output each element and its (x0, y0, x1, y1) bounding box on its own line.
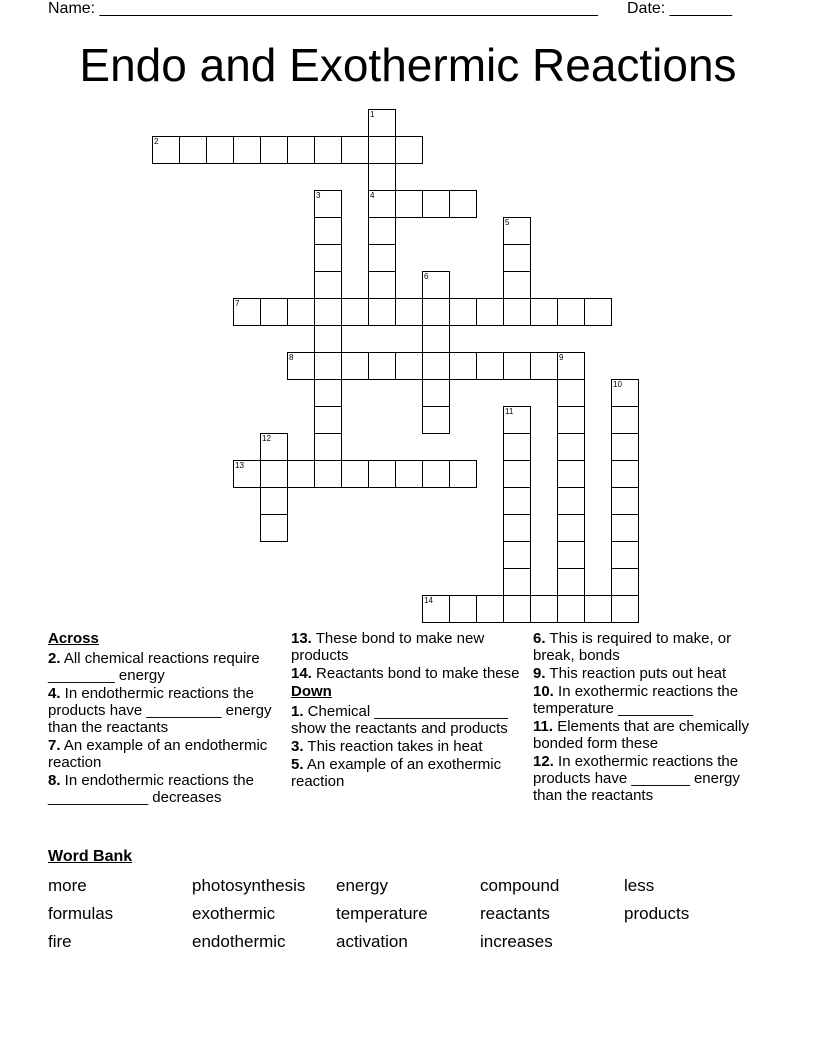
clue-down-6: 6. This is required to make, or break, bonds (533, 630, 732, 664)
crossword-cell[interactable] (260, 136, 288, 164)
word-bank-item: temperature (336, 904, 428, 923)
date-field[interactable]: Date: _______ (627, 0, 732, 17)
crossword-cell[interactable] (503, 352, 531, 380)
clue-number: 13 (235, 461, 244, 470)
crossword-cell[interactable] (314, 271, 342, 299)
crossword-cell[interactable] (530, 595, 558, 623)
clue-number: 5 (505, 218, 510, 227)
crossword-cell[interactable] (422, 379, 450, 407)
crossword-cell[interactable] (395, 460, 423, 488)
crossword-cell[interactable] (611, 379, 639, 407)
crossword-cell[interactable] (611, 514, 639, 542)
crossword-cell[interactable] (395, 190, 423, 218)
crossword-cell[interactable] (476, 352, 504, 380)
crossword-cell[interactable] (260, 514, 288, 542)
word-bank-item: exothermic (192, 904, 276, 923)
clue-across-8: 8. In endothermic reactions the ____________ decreases (48, 772, 254, 806)
crossword-cell[interactable] (557, 352, 585, 380)
crossword-cell[interactable] (314, 136, 342, 164)
crossword-cell[interactable] (557, 460, 585, 488)
crossword-cell[interactable] (233, 298, 261, 326)
word-bank-item: activation (336, 932, 408, 951)
crossword-cell[interactable] (287, 460, 315, 488)
crossword-cell[interactable] (503, 541, 531, 569)
crossword-cell[interactable] (476, 298, 504, 326)
crossword-cell[interactable] (611, 568, 639, 596)
crossword-cell[interactable] (530, 298, 558, 326)
clue-down-10: 10. In exothermic reactions the temperature _________ (533, 683, 739, 717)
crossword-cell[interactable] (503, 298, 531, 326)
crossword-cell[interactable] (368, 271, 396, 299)
crossword-cell[interactable] (503, 487, 531, 515)
clue-down-9: 9. This reaction puts out heat (533, 665, 727, 682)
crossword-cell[interactable] (530, 352, 558, 380)
crossword-cell[interactable] (557, 487, 585, 515)
word-bank-item: more (48, 876, 87, 895)
crossword-cell[interactable] (611, 595, 639, 623)
crossword-cell[interactable] (206, 136, 234, 164)
clue-number: 8 (289, 353, 294, 362)
crossword-cell[interactable] (368, 190, 396, 218)
crossword-cell[interactable] (422, 325, 450, 353)
crossword-cell[interactable] (503, 433, 531, 461)
crossword-cell[interactable] (503, 406, 531, 434)
crossword-cell[interactable] (503, 271, 531, 299)
crossword-cell[interactable] (557, 379, 585, 407)
crossword-cell[interactable] (341, 352, 369, 380)
down-heading: Down (291, 683, 332, 700)
clue-number: 3 (316, 191, 321, 200)
crossword-cell[interactable] (368, 109, 396, 137)
crossword-cell[interactable] (557, 595, 585, 623)
crossword-cell[interactable] (422, 271, 450, 299)
crossword-cell[interactable] (368, 163, 396, 191)
clue-number: 12 (262, 434, 271, 443)
crossword-cell[interactable] (314, 325, 342, 353)
crossword-cell[interactable] (368, 460, 396, 488)
crossword-cell[interactable] (503, 568, 531, 596)
crossword-cell[interactable] (368, 244, 396, 272)
word-bank-item: energy (336, 876, 388, 895)
crossword-cell[interactable] (557, 406, 585, 434)
clue-down-3: 3. This reaction takes in heat (291, 738, 483, 755)
crossword-cell[interactable] (503, 460, 531, 488)
clue-number: 4 (370, 191, 375, 200)
clue-across-4: 4. In endothermic reactions the products have _________ energy than the reactants (48, 685, 272, 736)
crossword-cell[interactable] (557, 514, 585, 542)
clues-column-3 (533, 630, 765, 805)
crossword-cell[interactable] (368, 298, 396, 326)
clue-number: 1 (370, 110, 375, 119)
crossword-cell[interactable] (611, 487, 639, 515)
clue-down-11: 11. Elements that are chemically bonded form these (533, 718, 749, 752)
crossword-cell[interactable] (287, 352, 315, 380)
word-bank-item: compound (480, 876, 560, 895)
clue-number: 2 (154, 137, 159, 146)
crossword-cell[interactable] (368, 352, 396, 380)
crossword-cell[interactable] (341, 460, 369, 488)
clue-number: 10 (613, 380, 622, 389)
crossword-cell[interactable] (314, 379, 342, 407)
crossword-cell[interactable] (314, 352, 342, 380)
crossword-cell[interactable] (233, 136, 261, 164)
crossword-cell[interactable] (557, 541, 585, 569)
clue-number: 6 (424, 272, 429, 281)
crossword-cell[interactable] (422, 595, 450, 623)
crossword-cell[interactable] (314, 244, 342, 272)
crossword-cell[interactable] (260, 298, 288, 326)
crossword-cell[interactable] (422, 298, 450, 326)
crossword-cell[interactable] (611, 541, 639, 569)
clue-number: 14 (424, 596, 433, 605)
crossword-cell[interactable] (260, 460, 288, 488)
crossword-cell[interactable] (287, 136, 315, 164)
clues-column-1 (48, 630, 278, 807)
word-bank-item: fire (48, 932, 72, 951)
crossword-cell[interactable] (557, 433, 585, 461)
crossword-cell[interactable] (557, 298, 585, 326)
crossword-cell[interactable] (314, 433, 342, 461)
crossword-cell[interactable] (395, 352, 423, 380)
crossword-cell[interactable] (422, 190, 450, 218)
crossword-cell[interactable] (368, 217, 396, 245)
crossword-cell[interactable] (341, 298, 369, 326)
word-bank-item: reactants (480, 904, 550, 923)
crossword-cell[interactable] (152, 136, 180, 164)
crossword-cell[interactable] (314, 298, 342, 326)
crossword-cell[interactable] (395, 298, 423, 326)
crossword-cell[interactable] (260, 433, 288, 461)
clue-down-12: 12. In exothermic reactions the products have _______ energy than the reactants (533, 753, 740, 804)
crossword-cell[interactable] (341, 136, 369, 164)
clue-number: 7 (235, 299, 240, 308)
crossword-cell[interactable] (449, 190, 477, 218)
clue-number: 9 (559, 353, 564, 362)
clue-number: 11 (505, 407, 514, 416)
crossword-cell[interactable] (314, 460, 342, 488)
crossword-cell[interactable] (314, 406, 342, 434)
word-bank-item: photosynthesis (192, 876, 306, 895)
word-bank-item: products (624, 904, 690, 923)
crossword-cell[interactable] (233, 460, 261, 488)
crossword-cell[interactable] (557, 568, 585, 596)
crossword-cell[interactable] (449, 460, 477, 488)
clues-column-2 (291, 630, 521, 791)
clue-across-2: 2. All chemical reactions require ________ energy (48, 650, 260, 684)
name-field[interactable]: Name: ________________________________________________________ (48, 0, 598, 17)
crossword-cell[interactable] (611, 433, 639, 461)
crossword-cell[interactable] (314, 217, 342, 245)
crossword-cell[interactable] (449, 352, 477, 380)
crossword-cell[interactable] (287, 298, 315, 326)
word-bank-item: increases (480, 932, 553, 951)
crossword-cell[interactable] (422, 406, 450, 434)
clue-across-14: 14. Reactants bond to make these (291, 665, 520, 682)
word-bank-item: endothermic (192, 932, 286, 951)
crossword-cell[interactable] (422, 352, 450, 380)
word-bank-item: formulas (48, 904, 114, 923)
crossword-cell[interactable] (179, 136, 207, 164)
crossword-cell[interactable] (395, 136, 423, 164)
clue-down-5: 5. An example of an exothermic reaction (291, 756, 502, 790)
clue-across-7: 7. An example of an endothermic reaction (48, 737, 268, 771)
word-bank-item: less (624, 876, 655, 895)
crossword-cell[interactable] (260, 487, 288, 515)
crossword-cell[interactable] (503, 217, 531, 245)
crossword-cell[interactable] (611, 460, 639, 488)
crossword-cell[interactable] (584, 298, 612, 326)
crossword-cell[interactable] (611, 406, 639, 434)
crossword-cell[interactable] (476, 595, 504, 623)
word-bank-heading: Word Bank (48, 848, 133, 865)
crossword-cell[interactable] (314, 190, 342, 218)
page-title: Endo and Exothermic Reactions (79, 39, 737, 91)
crossword-cell[interactable] (449, 595, 477, 623)
clue-down-1: 1. Chemical ________________ show the reactants and products (291, 703, 508, 737)
crossword-cell[interactable] (584, 595, 612, 623)
crossword-cell[interactable] (503, 244, 531, 272)
clue-across-13: 13. These bond to make new products (291, 630, 485, 664)
crossword-cell[interactable] (503, 595, 531, 623)
crossword-cell[interactable] (368, 136, 396, 164)
across-heading: Across (48, 630, 99, 647)
crossword-cell[interactable] (422, 460, 450, 488)
crossword-cell[interactable] (449, 298, 477, 326)
crossword-cell[interactable] (503, 514, 531, 542)
